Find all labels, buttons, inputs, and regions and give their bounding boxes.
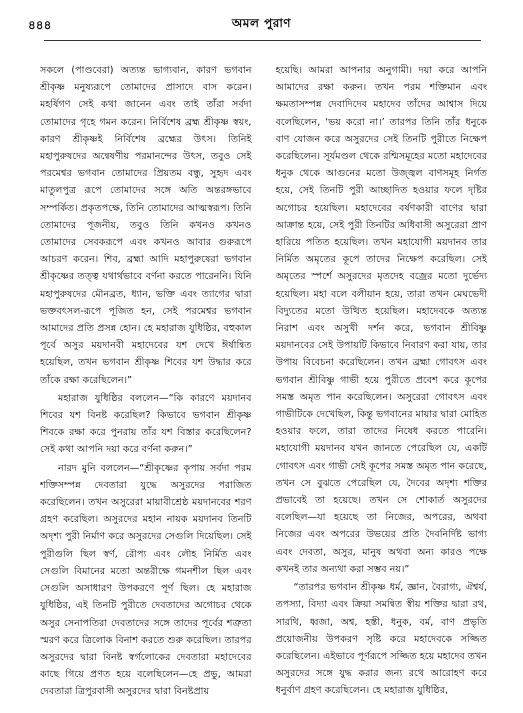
running-title: অমল পুরাণ [231,16,292,30]
paragraph: মহারাজ যুধিষ্ঠির বললেন—“কি কারণে ময়দানব শিবের যশ বিনষ্ট করেছিল? কিভাবে ভগবান শ্রীকৃষ্ণ শিবকে রক্ষা করে পুনরায় তাঁর যশ বিস্তার করেছিলেন? সেই কথা আপনি দয়া করে বর্ণনা করুন।” [40,392,252,456]
paragraph: “তারপর ভগবান শ্রীকৃষ্ণ ধর্ম, জ্ঞান, বৈরাগ্য, ঐশ্বর্য, তপস্যা, বিদ্যা এবং ক্রিয়া সমন্বিত স্বীয় শক্তির দ্বারা রথ, সারথি, ধ্বজা, অশ্ব, হস্তী, ধনুক, বর্ম, বাণ প্রভৃতি প্রয়োজনীয় উপকরণ সৃষ্টি করে মহাদেবকে সজ্জিত করেছিলেন। এইভাবে পূর্ণরূপে সজ্জিত হয়ে মহাদেব তখন অসুরদের সঙ্গে যুদ্ধ করার জন্য রথে আরোহণ করে ধনুর্বাণ গ্রহণ করেছিলেন। হে মহারাজ যুধিষ্ঠির, [275,582,487,697]
text-columns [40,62,487,705]
paragraph: নারদ মুনি বললেন—“শ্রীকৃষ্ণের কৃপায় সর্বদা পরম শক্তিসম্পন্ন দেবতারা যুদ্ধে অসুরদের পরাজিত করেছিলেন। তখন অসুরেরা মায়াবীশ্রেষ্ঠ ময়দানবের শরণ গ্রহণ করেছিল। অসুরদের মহান নায়ক ময়দানব তিনটি অদৃশ্য পুরী নির্মাণ করে অসুরদের সেগুলি দিয়েছিল। সেই পুরীগুলি ছিল স্বর্ণ, রৌপ্য এবং লৌহ নির্মিত এবং সেগুলি বিমানের মতো অন্তরীক্ষে গমনশীল ছিল এবং সেগুলি অসাধারণ উপকরণে পূর্ণ ছিল। হে মহারাজ যুধিষ্ঠির, এই তিনটি পুরীতে দেবতাদের অগোচর থেকে অসুর সেনাপতিরা দেবতাদের সঙ্গে তাদের পূর্বের শত্রুতা স্মরণ করে ত্রিলোক বিনাশ করতে শুরু করেছিল। তারপর অসুরদের দ্বারা বিনষ্ট স্বর্গলোকের দেবতারা মহাদেবের কাছে গিয়ে প্রণত হয়ে বলেছিলেন—হে প্রভু, আমরা দেবতারা ত্রিপুরবাসী অসুরদের দ্বারা বিনষ্টপ্রায় [40,462,252,698]
paragraph: হয়েছি। আমরা আপনার অনুগামী। দয়া করে আপনি আমাদের রক্ষা করুন। তখন পরম শক্তিমান এবং ক্ষমতাসম্পন্ন দেবাদিদেব মহাদেব তাঁদের আশ্বাস দিয়ে বলেছিলেন, ‘ভয় করো না।’ তারপর তিনি তাঁর ধনুকে বাণ যোজন করে অসুরদের সেই তিনটি পুরীতে নিক্ষেপ করেছিলেন। সূর্যমণ্ডল থেকে রশ্মিসমূহের মতো মহাদেবের ধনুক থেকে আগুনের মতো উজ্জ্বল বাণসমূহ নির্গত হয়ে, সেই তিনটি পুরী আচ্ছাদিত হওয়ার ফলে দৃষ্টির অগোচর হয়েছিল। মহাদেবের বর্ষণকারী বাণের দ্বারা আক্রান্ত হয়ে, সেই পুরী তিনটির অধিবাসী অসুরেরা প্রাণ হারিয়ে পতিত হয়েছিল। তখন মহাযোগী ময়দানব তার নির্মিত অমৃতের কূপে তাদের নিক্ষেপ করেছিল। সেই অমৃতের স্পর্শে অসুরদের মৃতদেহ বজ্রের মতো দুর্ভেদ্য হয়েছিল। মহা বলে বলীয়ান হয়ে, তারা তখন মেঘভেদী বিদ্যুতের মতো উত্থিত হয়েছিল। মহাদেবকে অত্যন্ত নিরাশ এবং অসুখী দর্শন করে, ভগবান শ্রীবিষ্ণু ময়দানবের সেই উপায়টি কিভাবে নিবারণ করা যায়, তার উপায় বিবেচনা করেছিলেন। তখন ব্রহ্মা গোবৎস এবং ভগবান শ্রীবিষ্ণু গাভী হয়ে পুরীতে প্রবেশ করে কূপের সমস্ত অমৃত পান করেছিলেন। অসুরেরা গোবৎস এবং গাভীটিকে দেখেছিল, কিন্তু ভগবানের মায়ার দ্বারা মোহিত হওয়ার ফলে, তারা তাদের নিষেধ করতে পারেনি। মহাযোগী ময়দানব যখন জানতে পেরেছিল যে, একটি গোবৎস এবং গাভী সেই কূপের সমস্ত অমৃত পান করেছে, তখন সে বুঝতে পেরেছিল যে, দৈবের অদৃশ্য শক্তির প্রভাবেই তা হয়েছে। তখন সে শোকার্ত অসুরদের বলেছিল—যা হয়েছে তা নিজের, অপরের, অথবা নিজের এবং অপরের উভয়ের প্রতি দৈবনির্দিষ্ট ভাগ্য এবং দেবতা, অসুর, মানুষ অথবা অন্য কারও পক্ষে কখনই তার অন্যথা করা সম্ভব নয়।” [275,65,487,575]
paragraph: সকলে (পাণ্ডবেরা) অত্যন্ত ভাগ্যবান, কারণ ভগবান শ্রীকৃষ্ণ মনুষ্যরূপে তোমাদের প্রাসাদে বাস করেন। মহর্ষিগণ সেই কথা জানেন এবং তাই তাঁরা সর্বদা তোমাদের গৃহে গমন করেন। নির্বিশেষ ব্রহ্ম শ্রীকৃষ্ণ স্বয়ং, কারণ শ্রীকৃষ্ণই নির্বিশেষ ব্রহ্মের উৎস। তিনিই মহাপুরুষদের অন্বেষণীয় পরমানন্দের উৎস, তবুও সেই পরমেশ্বর ভগবান তোমাদের প্রিয়তম বন্ধু, সুহৃদ এবং মাতুলপুত্র রূপে তোমাদের সঙ্গে অতি অন্তরঙ্গভাবে সম্পর্কিত। প্রকৃতপক্ষে, তিনি তোমাদের আত্মস্বরূপ। তিনি তোমাদের পূজনীয়, তবুও তিনি কখনও কখনও তোমাদের সেবকরূপে এবং কখনও আবার গুরুরূপে আচরণ করেন। শিব, ব্রহ্মা আদি মহাপুরুষেরা ভগবান শ্রীকৃষ্ণের তত্ত্ব যথার্থভাবে বর্ণনা করতে পারেননি। যিনি মহাপুরুষদের মৌনব্রত, ধ্যান, ভক্তি এবং ত্যাগের দ্বারা ভক্তবৎসল-রূপে পূজিত হন, সেই পরমেশ্বর ভগবান আমাদের প্রতি প্রসন্ন হোন। হে মহারাজ যুধিষ্ঠির, বহুকাল পূর্বে অসুর ময়দানবী মহাদেবের যশ দেখে ঈর্ষান্বিত হয়েছিল, তখন ভগবান শ্রীকৃষ্ণ শিবের যশ উদ্ধার করে তাঁকে রক্ষা করেছিলেন।” [40,65,252,386]
left-column [40,62,252,705]
header-rule [44,40,481,41]
page-header [22,14,501,36]
right-column [276,62,488,705]
page-number: ৪৪৪ [28,18,52,32]
